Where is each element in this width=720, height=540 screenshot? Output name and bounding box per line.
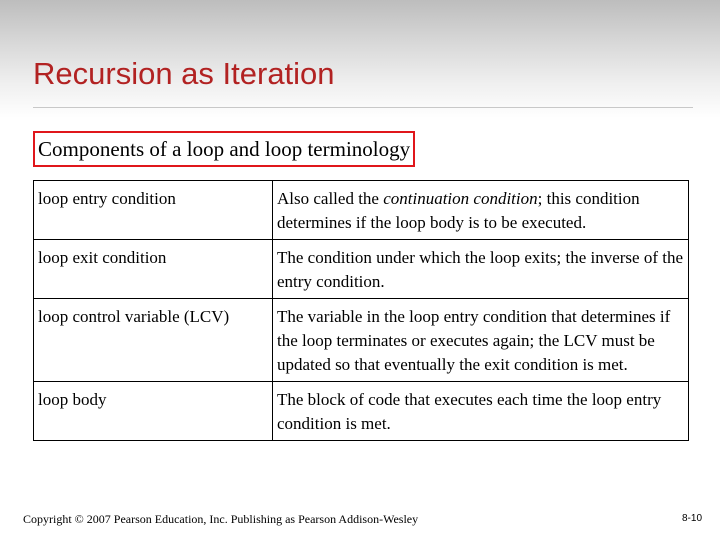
term-cell: loop body [34, 382, 273, 441]
definition-text: Also called the [277, 189, 384, 208]
subtitle-text: Components of a loop and loop terminology [38, 137, 411, 161]
subtitle-box [33, 131, 415, 167]
term-cell: loop entry condition [34, 181, 273, 240]
page-number: 8-10 [681, 513, 702, 524]
term-cell: loop control variable (LCV) [34, 299, 273, 382]
table-row [34, 299, 689, 382]
term-cell: loop exit condition [34, 240, 273, 299]
definition-italic-text: continuation condition [383, 189, 538, 208]
table-row [34, 240, 689, 299]
footer-copyright: Copyright © 2007 Pearson Education, Inc. Publishing as Pearson Addison-Wesley [23, 512, 419, 526]
definition-cell: The variable in the loop entry condition that determines if the loop terminates or executes again; the LCV must be updated so that eventually the exit condition is met. [273, 299, 689, 382]
definition-cell: The condition under which the loop exits; the inverse of the entry condition. [273, 240, 689, 299]
title-divider [33, 107, 693, 108]
table-row [34, 382, 689, 441]
terminology-table [33, 180, 689, 441]
definition-cell [273, 181, 689, 240]
table-row [34, 181, 689, 240]
definition-cell: The block of code that executes each time the loop entry condition is met. [273, 382, 689, 441]
definition-text: ; this condition determines if the loop body is to be executed. [277, 189, 640, 232]
slide-title: Recursion as Iteration [33, 56, 335, 91]
